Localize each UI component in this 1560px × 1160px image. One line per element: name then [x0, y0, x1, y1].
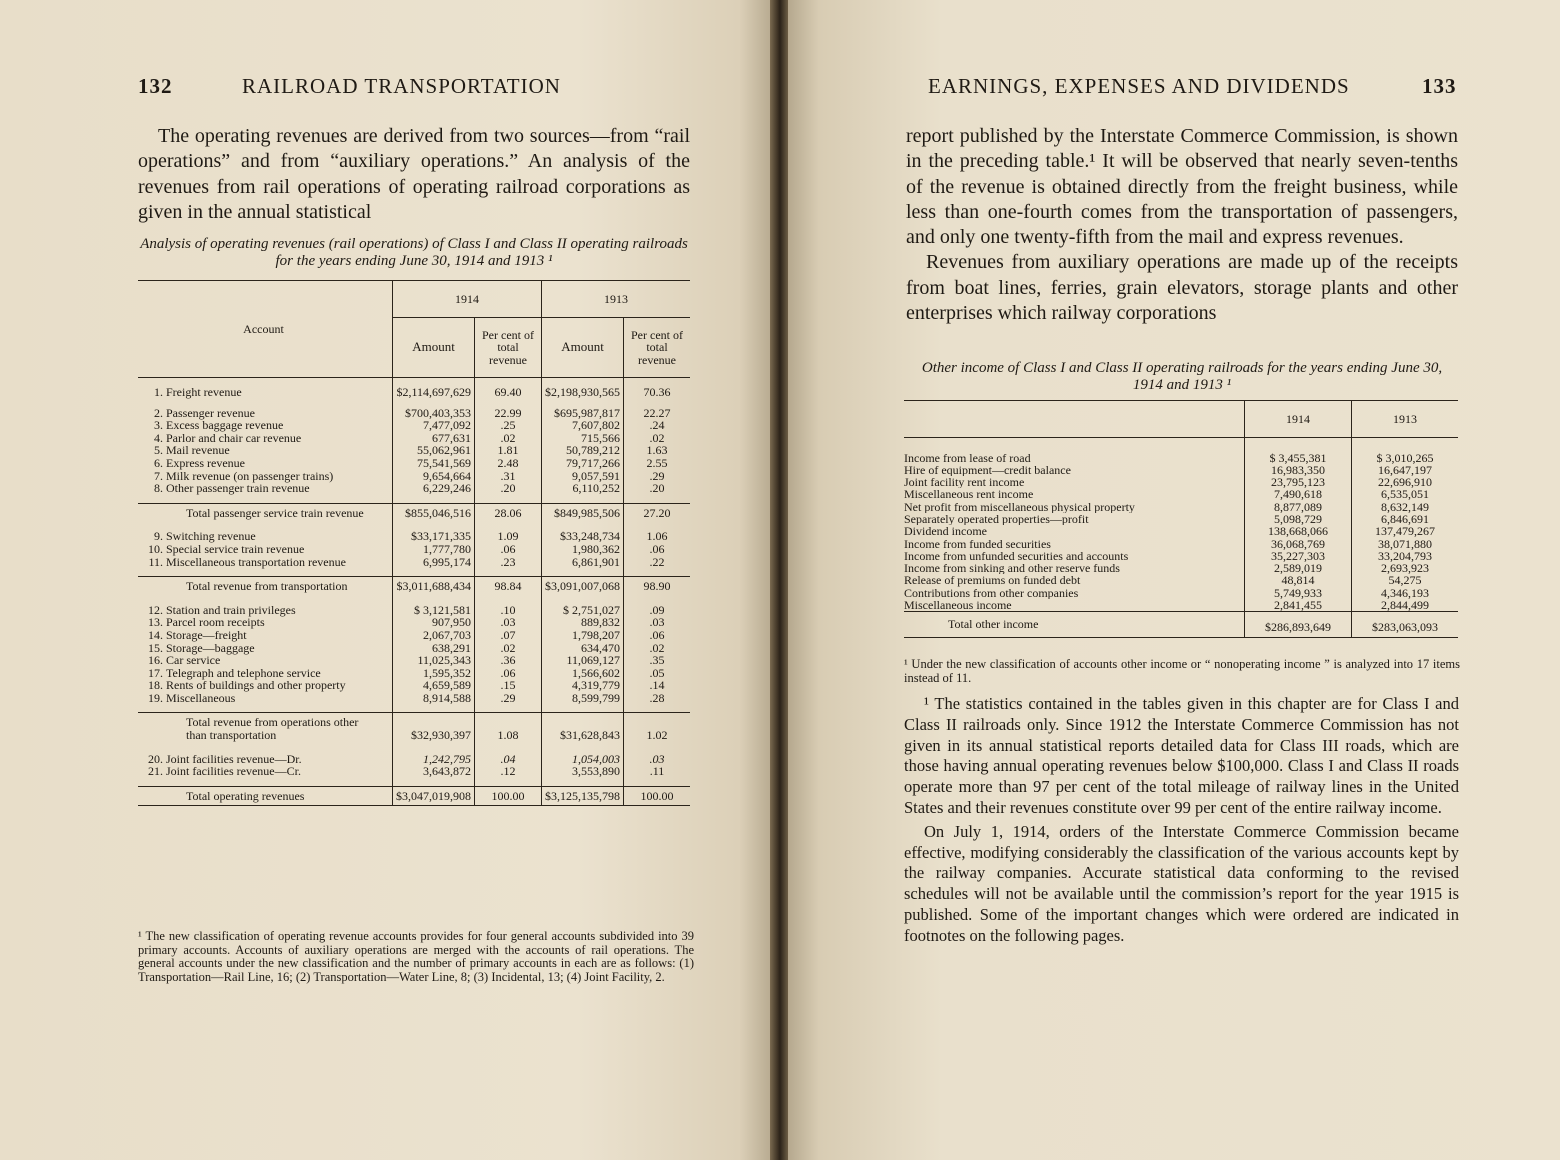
- operating-revenues-body: [138, 378, 690, 806]
- percent-1914: .06: [475, 543, 542, 556]
- percent-1913: 70.36: [624, 386, 691, 399]
- value-1914: 5,098,729: [1245, 513, 1352, 525]
- spacer-cell: [542, 568, 624, 577]
- row-number: 9.: [154, 529, 163, 544]
- row-spacer: [138, 704, 690, 713]
- row-number: 7.: [154, 468, 163, 483]
- amount-1914: $3,011,688,434: [393, 577, 475, 596]
- row-label: Total passenger service train revenue: [166, 503, 393, 522]
- amount-1913: $849,985,506: [542, 503, 624, 522]
- spacer-cell: [624, 568, 691, 577]
- amount-1913: 3,553,890: [542, 765, 624, 778]
- amount-1914: 2,067,703: [393, 629, 475, 642]
- table-row: [904, 525, 1458, 537]
- right-paragraph-1: report published by the Interstate Commerce Commission, is shown in the preceding table.¹ It will be observed that nearly seven-tenths of the revenue is obtained directly from the freight business, while less than one-fourth comes from the transportation of passengers, and only one twenty-fifth from the mail and express revenues.: [906, 125, 1458, 249]
- percent-1914: 98.84: [475, 577, 542, 596]
- amount-1914: 75,541,569: [393, 457, 475, 470]
- spacer-cell: [138, 495, 166, 504]
- spacer-cell: [624, 495, 691, 504]
- amount-1913: 1,798,207: [542, 629, 624, 642]
- amount-1914: $3,047,019,908: [393, 786, 475, 806]
- value-1914: 2,589,019: [1245, 562, 1352, 574]
- row-label: Station and train privileges: [166, 602, 296, 617]
- percent-1914: 69.40: [475, 386, 542, 399]
- amount-1913: 4,319,779: [542, 679, 624, 692]
- amount-1914: $32,930,397: [393, 713, 475, 745]
- amount-1913: 1,566,602: [542, 667, 624, 680]
- value-1913: 8,632,149: [1352, 501, 1459, 513]
- right-paragraphs: [906, 124, 1458, 326]
- percent-1914: .07: [475, 629, 542, 642]
- row-number: 6.: [154, 455, 163, 470]
- row-label: Storage—freight: [166, 627, 247, 642]
- spacer-cell: [542, 704, 624, 713]
- table-row: [138, 386, 690, 399]
- percent-1913: .06: [624, 543, 691, 556]
- percent-1914: 28.06: [475, 503, 542, 522]
- amount-1913: 11,069,127: [542, 654, 624, 667]
- row-label: Miscellaneous: [166, 690, 236, 705]
- row-number: 8.: [154, 481, 163, 496]
- right-footnote: ¹ The statistics contained in the tables given in this chapter are for Class I and Class II railroads only. Since 1912 the Interstate Commerce Commission has not given in its annual statistical reports detailed data for Class III roads, which are those having annual operating revenues below $100,000. Class I and Class II roads operate more than 97 per cent of the total mileage of railway lines in the United States and their revenues constitute over 99 per cent of the entire railway income.: [904, 694, 1459, 817]
- row-number: 13.: [148, 615, 163, 630]
- table-row: [904, 550, 1458, 562]
- value-1914: 138,668,066: [1245, 525, 1352, 537]
- row-number: 10.: [148, 541, 163, 556]
- percent-1913: 1.06: [624, 530, 691, 543]
- row-label: Car service: [166, 653, 221, 668]
- percent-1914: .15: [475, 679, 542, 692]
- amount-1913: $2,198,930,565: [542, 386, 624, 399]
- value-1914: $ 3,455,381: [1245, 452, 1352, 464]
- table-row: [904, 538, 1458, 550]
- row-label: Income from unfunded securities and accounts: [904, 549, 1129, 563]
- right-table-footnote: ¹ Under the new classification of accounts other income or “ nonoperating income ” is analyzed into 17 items instead of 11.: [904, 657, 1460, 685]
- percent-1913: .22: [624, 556, 691, 569]
- row-label: Total revenue from transportation: [166, 577, 393, 596]
- table-row: [138, 457, 690, 470]
- percent-1914: .25: [475, 419, 542, 432]
- spacer-cell: [166, 778, 393, 787]
- value-1913: 6,535,051: [1352, 488, 1459, 500]
- row-label: Rents of buildings and other property: [166, 678, 346, 693]
- amount-1913: 715,566: [542, 432, 624, 445]
- row-label: Miscellaneous rent income: [904, 488, 1034, 501]
- percent-1913: .06: [624, 629, 691, 642]
- percent-1914: .31: [475, 470, 542, 483]
- percent-1913: .02: [624, 432, 691, 445]
- value-1914: 35,227,303: [1245, 550, 1352, 562]
- other-income-table-wrap: [904, 400, 1458, 638]
- table-row: [138, 629, 690, 642]
- amount-header: Amount: [542, 318, 624, 378]
- percent-1913: .24: [624, 419, 691, 432]
- row-label: Milk revenue (on passenger trains): [166, 468, 334, 483]
- amount-1914: $ 3,121,581: [393, 604, 475, 617]
- value-1913: 16,647,197: [1352, 464, 1459, 476]
- row-label: Other passenger train revenue: [166, 481, 310, 496]
- percent-1913: 100.00: [624, 786, 691, 806]
- row-label: Freight revenue: [166, 385, 242, 399]
- row-number-cell: [138, 786, 166, 806]
- percent-1914: .02: [475, 432, 542, 445]
- amount-1914: 3,643,872: [393, 765, 475, 778]
- percent-1913: 1.63: [624, 444, 691, 457]
- amount-header: Amount: [393, 318, 475, 378]
- amount-1914: 9,654,664: [393, 470, 475, 483]
- row-label: Total other income: [904, 612, 1245, 637]
- amount-1913: $3,125,135,798: [542, 786, 624, 806]
- total-row: [138, 786, 690, 806]
- table-row: [904, 452, 1458, 464]
- value-1913: 2,844,499: [1352, 599, 1459, 612]
- right-paragraph-3: On July 1, 1914, orders of the Interstate Commerce Commission became effective, modifying considerably the classification of the various accounts kept by the railway companies. Accurate statistical data conforming to the revised schedules will not be available until the commission’s report for the year 1915 is published. Some of the important changes which were ordered are indicated in footnotes on the following pages.: [904, 821, 1459, 945]
- row-spacer: [138, 568, 690, 577]
- spacer-cell: [138, 778, 166, 787]
- row-number: 16.: [148, 653, 163, 668]
- amount-1914: $33,171,335: [393, 530, 475, 543]
- value-1913: 38,071,880: [1352, 538, 1459, 550]
- percent-1914: .03: [475, 616, 542, 629]
- row-spacer: [138, 495, 690, 504]
- row-label: Parcel room receipts: [166, 615, 265, 630]
- right-running-title: EARNINGS, EXPENSES AND DIVIDENDS: [928, 74, 1350, 98]
- row-label: Miscellaneous transportation revenue: [166, 554, 346, 569]
- amount-1914: 55,062,961: [393, 444, 475, 457]
- spacer-cell: [166, 495, 393, 504]
- amount-1913: 9,057,591: [542, 470, 624, 483]
- value-1913: 33,204,793: [1352, 550, 1459, 562]
- right-lower-text: [904, 694, 1459, 947]
- row-label: Hire of equipment—credit balance: [904, 463, 1071, 477]
- percent-1913: .14: [624, 679, 691, 692]
- right-page-number: 133: [1422, 74, 1457, 98]
- row-label: Miscellaneous income: [904, 599, 1012, 612]
- row-number: 4.: [154, 430, 163, 445]
- value-1913: $283,063,093: [1352, 612, 1459, 637]
- amount-1913: 50,789,212: [542, 444, 624, 457]
- table-row: [904, 587, 1458, 599]
- table-row: [138, 419, 690, 432]
- row-label: Mail revenue: [166, 443, 230, 458]
- row-label: Income from sinking and other reserve funds: [904, 562, 1120, 575]
- table-row: [904, 464, 1458, 476]
- row-label: Express revenue: [166, 455, 245, 470]
- row-number: 20.: [148, 751, 163, 766]
- table-row: [904, 574, 1458, 586]
- spacer-cell: [393, 778, 475, 787]
- row-number: 12.: [148, 602, 163, 617]
- table-row: [904, 488, 1458, 500]
- percent-1914: 100.00: [475, 786, 542, 806]
- percent-1913: .05: [624, 667, 691, 680]
- right-page: [788, 0, 1560, 1160]
- row-number: 18.: [148, 678, 163, 693]
- row-label: Joint facility rent income: [904, 476, 1025, 489]
- row-label: Switching revenue: [166, 529, 256, 544]
- spacer-cell: [475, 568, 542, 577]
- amount-1913: $31,628,843: [542, 713, 624, 745]
- total-row: [138, 503, 690, 522]
- percent-1914: .10: [475, 604, 542, 617]
- row-label: Income from lease of road: [904, 451, 1031, 464]
- spacer-cell: [166, 704, 393, 713]
- amount-1914: $700,403,353: [393, 407, 475, 420]
- table-row: [138, 765, 690, 778]
- percent-1913: 98.90: [624, 577, 691, 596]
- amount-1914: 6,995,174: [393, 556, 475, 569]
- spacer-cell: [138, 704, 166, 713]
- row-label: Excess baggage revenue: [166, 418, 284, 433]
- value-1913: 6,846,691: [1352, 513, 1459, 525]
- amount-1914: 1,595,352: [393, 667, 475, 680]
- table-row: [904, 476, 1458, 488]
- spacer-cell: [393, 568, 475, 577]
- row-label: Income from funded securities: [904, 537, 1051, 550]
- year-1914-header: 1914: [1245, 401, 1352, 437]
- amount-1913: 889,832: [542, 616, 624, 629]
- row-label: Dividend income: [904, 525, 987, 538]
- amount-1913: 6,110,252: [542, 482, 624, 495]
- year-1914-header: 1914: [393, 281, 542, 318]
- amount-1914: 1,242,795: [393, 753, 475, 766]
- table-row: [904, 501, 1458, 513]
- spacer-cell: [1245, 437, 1352, 452]
- percent-1913: 2.55: [624, 457, 691, 470]
- left-page: [0, 0, 770, 1160]
- row-label: Total operating revenues: [166, 786, 393, 806]
- amount-1914: $855,046,516: [393, 503, 475, 522]
- year-1913-header: 1913: [1352, 401, 1459, 437]
- year-1913-header: 1913: [542, 281, 691, 318]
- row-number: 3.: [154, 418, 163, 433]
- amount-1913: 7,607,802: [542, 419, 624, 432]
- book-gutter: [770, 0, 788, 1160]
- percent-header: Per cent of total revenue: [624, 318, 691, 378]
- table-row: [904, 599, 1458, 612]
- percent-1914: 1.09: [475, 530, 542, 543]
- total-row: [904, 612, 1458, 637]
- table-row: [138, 692, 690, 705]
- right-paragraph-2: Revenues from auxiliary operations are made up of the receipts from boat lines, ferries, grain elevators, storage plants and other enterprises which railway corporations: [906, 251, 1458, 325]
- amount-1914: 8,914,588: [393, 692, 475, 705]
- percent-1913: .35: [624, 654, 691, 667]
- value-1913: 54,275: [1352, 574, 1459, 586]
- amount-1913: $ 2,751,027: [542, 604, 624, 617]
- table-row: [138, 556, 690, 569]
- spacer-cell: [904, 437, 1245, 452]
- account-header: Account: [138, 281, 393, 378]
- table-row: [138, 543, 690, 556]
- value-1914: 36,068,769: [1245, 538, 1352, 550]
- left-running-title: RAILROAD TRANSPORTATION: [242, 74, 561, 98]
- other-income-body: [904, 437, 1458, 637]
- amount-1913: $33,248,734: [542, 530, 624, 543]
- percent-1913: .20: [624, 482, 691, 495]
- value-1914: $286,893,649: [1245, 612, 1352, 637]
- row-label: Net profit from miscellaneous physical property: [904, 500, 1135, 513]
- table-row: [138, 679, 690, 692]
- amount-1914: 7,477,092: [393, 419, 475, 432]
- spacer-cell: [542, 778, 624, 787]
- percent-1913: 22.27: [624, 407, 691, 420]
- amount-1914: 1,777,780: [393, 543, 475, 556]
- row-number: 19.: [148, 690, 163, 705]
- amount-1913: 1,980,362: [542, 543, 624, 556]
- left-intro-paragraph: The operating revenues are derived from two sources—from “rail operations” and from “auxiliary operations.” An analysis of the revenues from rail operations of operating railroad corporations as given in the annual statistical: [138, 125, 690, 223]
- table-row: [138, 482, 690, 495]
- row-number: 11.: [148, 554, 163, 569]
- percent-1913: .03: [624, 616, 691, 629]
- spacer-cell: [138, 568, 166, 577]
- percent-1913: .28: [624, 692, 691, 705]
- percent-1913: 1.02: [624, 713, 691, 745]
- table-row: [138, 654, 690, 667]
- percent-1914: .06: [475, 667, 542, 680]
- spacer-cell: [475, 704, 542, 713]
- value-1914: 23,795,123: [1245, 476, 1352, 488]
- amount-1914: 677,631: [393, 432, 475, 445]
- amount-1913: 1,054,003: [542, 753, 624, 766]
- row-number: 2.: [154, 405, 163, 420]
- percent-1914: 1.81: [475, 444, 542, 457]
- row-number-cell: [138, 713, 166, 745]
- row-label: Joint facilities revenue—Dr.: [166, 751, 302, 766]
- value-1913: 22,696,910: [1352, 476, 1459, 488]
- percent-1914: .20: [475, 482, 542, 495]
- row-number: 15.: [148, 640, 163, 655]
- percent-1914: .12: [475, 765, 542, 778]
- spacer-cell: [393, 495, 475, 504]
- row-label: Storage—baggage: [166, 640, 255, 655]
- operating-revenues-table: [138, 281, 690, 806]
- total-row: [138, 577, 690, 596]
- percent-1914: 1.08: [475, 713, 542, 745]
- percent-1913: .09: [624, 604, 691, 617]
- percent-1914: 22.99: [475, 407, 542, 420]
- amount-1913: 634,470: [542, 642, 624, 655]
- amount-1913: $3,091,007,068: [542, 577, 624, 596]
- spacer-cell: [166, 568, 393, 577]
- percent-1913: 27.20: [624, 503, 691, 522]
- percent-1914: .04: [475, 753, 542, 766]
- amount-1913: 6,861,901: [542, 556, 624, 569]
- table-row: [904, 562, 1458, 574]
- percent-1913: .11: [624, 765, 691, 778]
- value-1913: 137,479,267: [1352, 525, 1459, 537]
- amount-1914: 907,950: [393, 616, 475, 629]
- spacer-cell: [393, 704, 475, 713]
- row-label: Special service train revenue: [166, 541, 305, 556]
- amount-1913: $695,987,817: [542, 407, 624, 420]
- row-label: Total revenue from operations other than transportation: [166, 713, 393, 745]
- row-label: Parlor and chair car revenue: [166, 430, 302, 445]
- amount-1914: 638,291: [393, 642, 475, 655]
- left-footnote: ¹ The new classification of operating revenue accounts provides for four general accounts subdivided into 39 primary accounts. Accounts of auxiliary operations are merged with the accounts of rail operations. The general accounts under the new classification and the number of primary accounts in each are as follows: (1) Transportation—Rail Line, 16; (2) Transportation—Water Line, 8; (3) Incidental, 13; (4) Joint Facility, 2.: [138, 929, 694, 984]
- value-1914: 16,983,350: [1245, 464, 1352, 476]
- operating-revenues-table-wrap: [138, 280, 690, 806]
- row-number: 1.: [154, 385, 163, 399]
- amount-1913: 8,599,799: [542, 692, 624, 705]
- row-number-cell: [138, 503, 166, 522]
- percent-1914: 2.48: [475, 457, 542, 470]
- amount-1913: 79,717,266: [542, 457, 624, 470]
- total-row: [138, 713, 690, 745]
- percent-1914: .29: [475, 692, 542, 705]
- right-table-caption: Other income of Class I and Class II operating railroads for the years ending June 30, 1914 and 1913 ¹: [921, 360, 1443, 393]
- spacer-cell: [624, 778, 691, 787]
- spacer-cell: [475, 778, 542, 787]
- spacer-cell: [624, 704, 691, 713]
- value-1914: 2,841,455: [1245, 599, 1352, 612]
- row-label: Joint facilities revenue—Cr.: [166, 764, 301, 779]
- percent-1913: .03: [624, 753, 691, 766]
- percent-1914: .23: [475, 556, 542, 569]
- percent-1914: .02: [475, 642, 542, 655]
- amount-1914: $2,114,697,629: [393, 386, 475, 399]
- value-1914: 5,749,933: [1245, 587, 1352, 599]
- percent-header: Per cent of total revenue: [475, 318, 542, 378]
- value-1913: $ 3,010,265: [1352, 452, 1459, 464]
- left-page-number: 132: [138, 74, 173, 98]
- row-number: 5.: [154, 443, 163, 458]
- value-1914: 7,490,618: [1245, 488, 1352, 500]
- row-spacer: [138, 778, 690, 787]
- amount-1914: 4,659,589: [393, 679, 475, 692]
- row-label: Contributions from other companies: [904, 586, 1079, 600]
- row-number: 21.: [148, 764, 163, 779]
- value-1914: 48,814: [1245, 574, 1352, 586]
- value-1914: 8,877,089: [1245, 501, 1352, 513]
- row-spacer: [904, 437, 1458, 452]
- other-income-blank-header: [904, 401, 1245, 437]
- left-table-caption: Analysis of operating revenues (rail operations) of Class I and Class II operating railroads for the years ending June 30, 1914 and 1913 ¹: [140, 236, 688, 269]
- row-number-cell: [138, 577, 166, 596]
- spacer-cell: [1352, 437, 1459, 452]
- percent-1913: .29: [624, 470, 691, 483]
- spacer-cell: [475, 495, 542, 504]
- row-number: 14.: [148, 627, 163, 642]
- row-label: Separately operated properties—profit: [904, 512, 1089, 526]
- spacer-cell: [542, 495, 624, 504]
- value-1913: 2,693,923: [1352, 562, 1459, 574]
- row-label: Release of premiums on funded debt: [904, 574, 1081, 587]
- row-label: Passenger revenue: [166, 405, 255, 420]
- other-income-table: [904, 401, 1458, 638]
- value-1913: 4,346,193: [1352, 587, 1459, 599]
- row-label: Telegraph and telephone service: [166, 665, 321, 680]
- percent-1914: .36: [475, 654, 542, 667]
- percent-1913: .02: [624, 642, 691, 655]
- row-number: 17.: [148, 665, 163, 680]
- amount-1914: 6,229,246: [393, 482, 475, 495]
- amount-1914: 11,025,343: [393, 654, 475, 667]
